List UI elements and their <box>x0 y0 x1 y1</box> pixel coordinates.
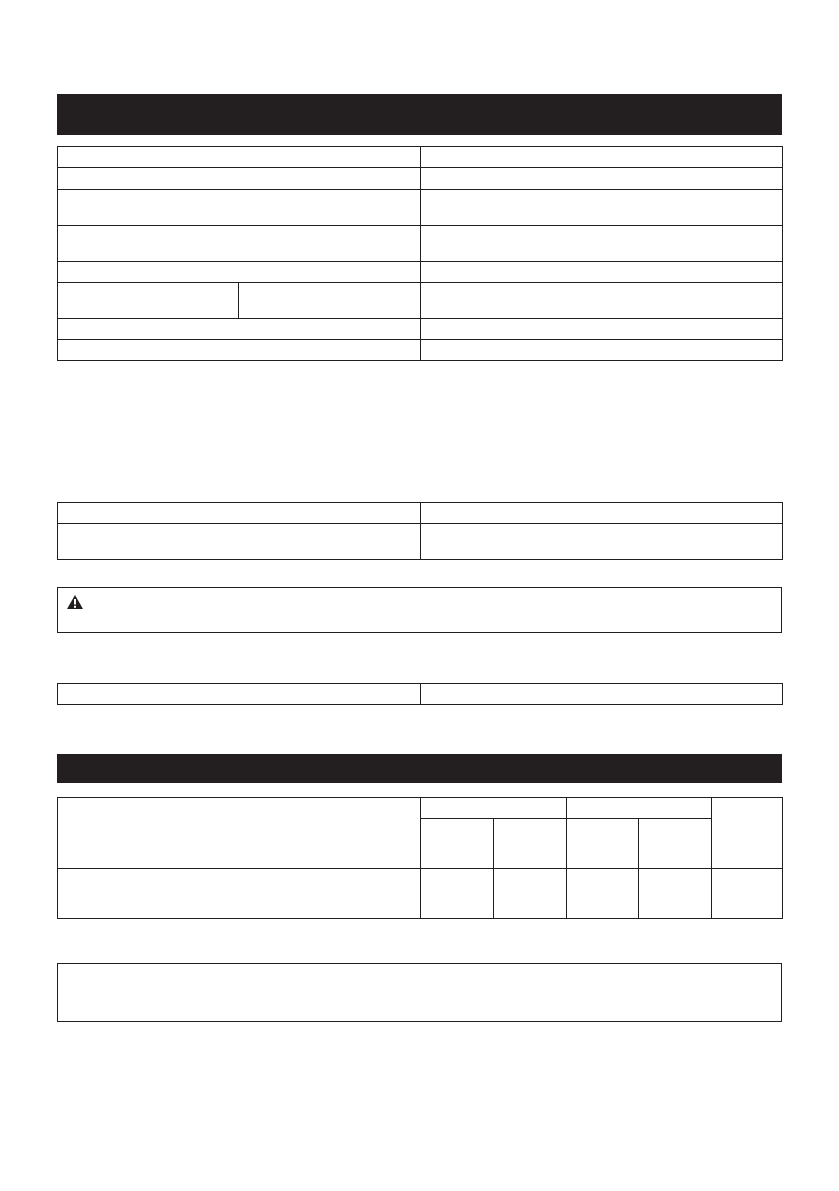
table-row <box>58 283 783 319</box>
table-row <box>58 319 783 340</box>
table-row <box>58 226 783 262</box>
measurement-table <box>57 797 783 919</box>
data-cell <box>567 869 639 919</box>
table-row <box>58 340 783 361</box>
spec-value <box>421 226 783 262</box>
secondary-spec-table <box>57 502 783 560</box>
data-row-label <box>58 869 421 919</box>
spec-label <box>58 340 421 361</box>
section-header-secondary <box>57 754 782 783</box>
single-row-table <box>57 683 783 705</box>
table-row <box>58 262 783 283</box>
table-row <box>58 684 783 705</box>
table-row <box>58 147 783 168</box>
spec-label <box>58 190 421 226</box>
spec-value <box>421 262 783 283</box>
table-row <box>58 168 783 190</box>
spec-label <box>58 684 421 705</box>
row-header-cell <box>58 798 421 869</box>
table-row <box>58 524 783 560</box>
spec-value <box>421 340 783 361</box>
warning-box <box>57 587 782 633</box>
spec-value <box>421 190 783 226</box>
note-box <box>57 963 782 1022</box>
spec-label <box>58 262 421 283</box>
data-cell <box>639 869 712 919</box>
spec-label <box>58 226 421 262</box>
spec-value <box>421 684 783 705</box>
spec-label <box>58 283 239 319</box>
spec-value <box>421 503 783 524</box>
specifications-table <box>57 146 783 361</box>
sub-header-a2 <box>494 819 567 869</box>
data-cell <box>494 869 567 919</box>
spec-value <box>421 168 783 190</box>
spec-value <box>421 524 783 560</box>
spec-label <box>58 168 421 190</box>
sub-header-b1 <box>567 819 639 869</box>
spec-value <box>421 319 783 340</box>
spec-label <box>58 319 421 340</box>
sub-header-b2 <box>639 819 712 869</box>
spec-sublabel <box>239 283 421 319</box>
table-row <box>58 869 783 919</box>
group-b-header <box>567 798 712 819</box>
last-column-header <box>712 798 783 869</box>
data-cell <box>712 869 783 919</box>
data-cell <box>421 869 494 919</box>
table-row <box>58 503 783 524</box>
spec-label <box>58 503 421 524</box>
spec-label <box>58 524 421 560</box>
warning-triangle-icon <box>66 594 84 610</box>
spec-value <box>421 147 783 168</box>
group-a-header <box>421 798 567 819</box>
table-row <box>58 798 783 819</box>
spec-value <box>421 283 783 319</box>
table-row <box>58 190 783 226</box>
section-header-specifications <box>57 94 782 135</box>
sub-header-a1 <box>421 819 494 869</box>
spec-label <box>58 147 421 168</box>
